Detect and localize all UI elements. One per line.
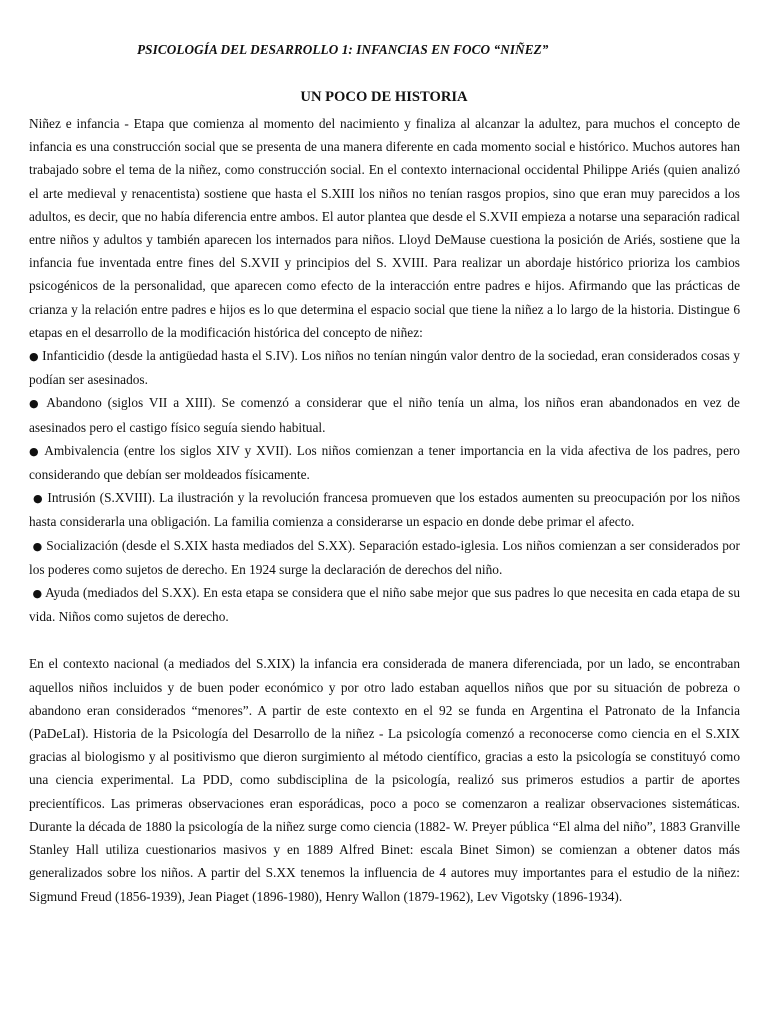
bullet-item-intrusion (29, 486, 740, 533)
bullet-text: Ayuda (mediados del S.XX). En esta etapa se considera que el niño sabe mejor que sus padres lo que necesita en cada etapa de su vida. Niños como sujetos de derecho. (29, 585, 740, 625)
bullet-icon: ● (33, 492, 44, 506)
bullet-text: Socialización (desde el S.XIX hasta mediados del S.XX). Separación estado-iglesia. Los niños comienzan a ser considerados por los poderes como sujetos de derecho. En 1924 surge la declaración de derechos del niño. (29, 537, 740, 577)
bullet-item-ayuda (29, 581, 740, 628)
bullet-icon: ● (29, 444, 41, 458)
section-title: UN POCO DE HISTORIA (300, 89, 468, 105)
paragraph-spacer (29, 628, 740, 652)
bullet-icon: ● (29, 397, 42, 411)
bullet-text: Intrusión (S.XVIII). La ilustración y la revolución francesa promueven que los estados aumenten su preocupación por los niños hasta considerarla una obligación. La familia comienza a considerarse un espacio en donde debe primar el afecto. (29, 490, 741, 530)
document-body (29, 112, 740, 908)
national-context-paragraph: En el contexto nacional (a mediados del S.XIX) la infancia era considerada de manera diferenciada, por un lado, se encontraban aquellos niños incluidos y de buen poder económico y por otro lado estaban aquellos niños que por su situación de pobreza o abandono eran considerados “menores”. A partir de este contexto en el 92 se funda en Argentina el Patronato de la Infancia (PaDeLaI). Historia de la Psicología del Desarrollo de la niñez - La psicología comenzó a reconocerse como ciencia en el S.XIX gracias al biologismo y al positivismo que dieron surgimiento al método científico, gracias a esto la psicología se constituyó como una ciencia experimental. La PDD, como subdisciplina de la psicología, realizó sus primeros estudios a partir de aportes precientíficos. Las primeras observaciones eran esporádicas, poco a poco se comenzaron a realizar observaciones sistemáticas. Durante la década de 1880 la psicología de la niñez surge como ciencia (1882- W. Preyer pública “El alma del niño”, 1883 Granville Stanley Hall utiliza cuestionarios masivos y en 1889 Alfred Binet: escala Binet Simon) se comienzan a obtener datos más generalizados sobre los niños. A partir del S.XX tenemos la influencia de 4 autores muy importantes para el estudio de la niñez: Sigmund Freud (1856-1939), Jean Piaget (1896-1980), Henry Wallon (1879-1962), Lev Vigotsky (1896-1934). (29, 656, 740, 904)
bullet-item-socializacion (29, 534, 740, 581)
bullet-icon: ● (32, 587, 43, 601)
intro-paragraph: Niñez e infancia - Etapa que comienza al momento del nacimiento y finaliza al alcanzar la adultez, para muchos el concepto de infancia es una construcción social que se presenta de una manera diferente en cada momento social e histórico. Muchos autores han trabajado sobre el tema de la niñez, como construcción social. En el contexto internacional occidental Philippe Ariés (quien analizó el arte medieval y renacentista) sostiene que hasta el S.XIII los niños no tenían rasgos propios, sino que eran muy parecidos a los adultos, es decir, que no había diferencia entre ambos. El autor plantea que desde el S.XVII empieza a notarse una separación radical entre niños y adultos y también aparecen los internados para niños. Lloyd DeMause cuestiona la posición de Ariés, sostiene que la infancia fue inventada entre fines del S.XVII y principios del S. XVIII. Para realizar un abordaje histórico prioriza los cambios psicogénicos de la personalidad, que aparecen como efecto de la interacción entre padres e hijos. Afirmando que las prácticas de crianza y la relación entre padres e hijos es lo que determina el espacio social que tiene la niñez a lo largo de la historia. Distingue 6 etapas en el desarrollo de la modificación histórica del concepto de niñez: (29, 116, 740, 340)
bullet-text: Infanticidio (desde la antigüedad hasta el S.IV). Los niños no tenían ningún valor dentro de la sociedad, eran considerados cosas y podían ser asesinados. (29, 348, 740, 388)
bullet-icon: ● (32, 539, 43, 553)
bullet-item-infanticidio (29, 344, 740, 391)
bullet-item-ambivalencia (29, 439, 740, 486)
bullet-text: Ambivalencia (entre los siglos XIV y XVII). Los niños comienzan a tener importancia en la vida afectiva de los padres, pero considerando que debían ser moldeados físicamente. (29, 442, 740, 483)
document-header: PSICOLOGÍA DEL DESARROLLO 1: INFANCIAS EN FOCO “NIÑEZ” (137, 42, 549, 57)
bullet-icon: ● (29, 350, 39, 364)
bullet-text: Abandono (siglos VII a XIII). Se comenzó a considerar que el niño tenía un alma, los niños eran abandonados en vez de asesinados pero el castigo físico seguía siendo habitual. (29, 395, 740, 435)
bullet-item-abandono (29, 391, 740, 438)
